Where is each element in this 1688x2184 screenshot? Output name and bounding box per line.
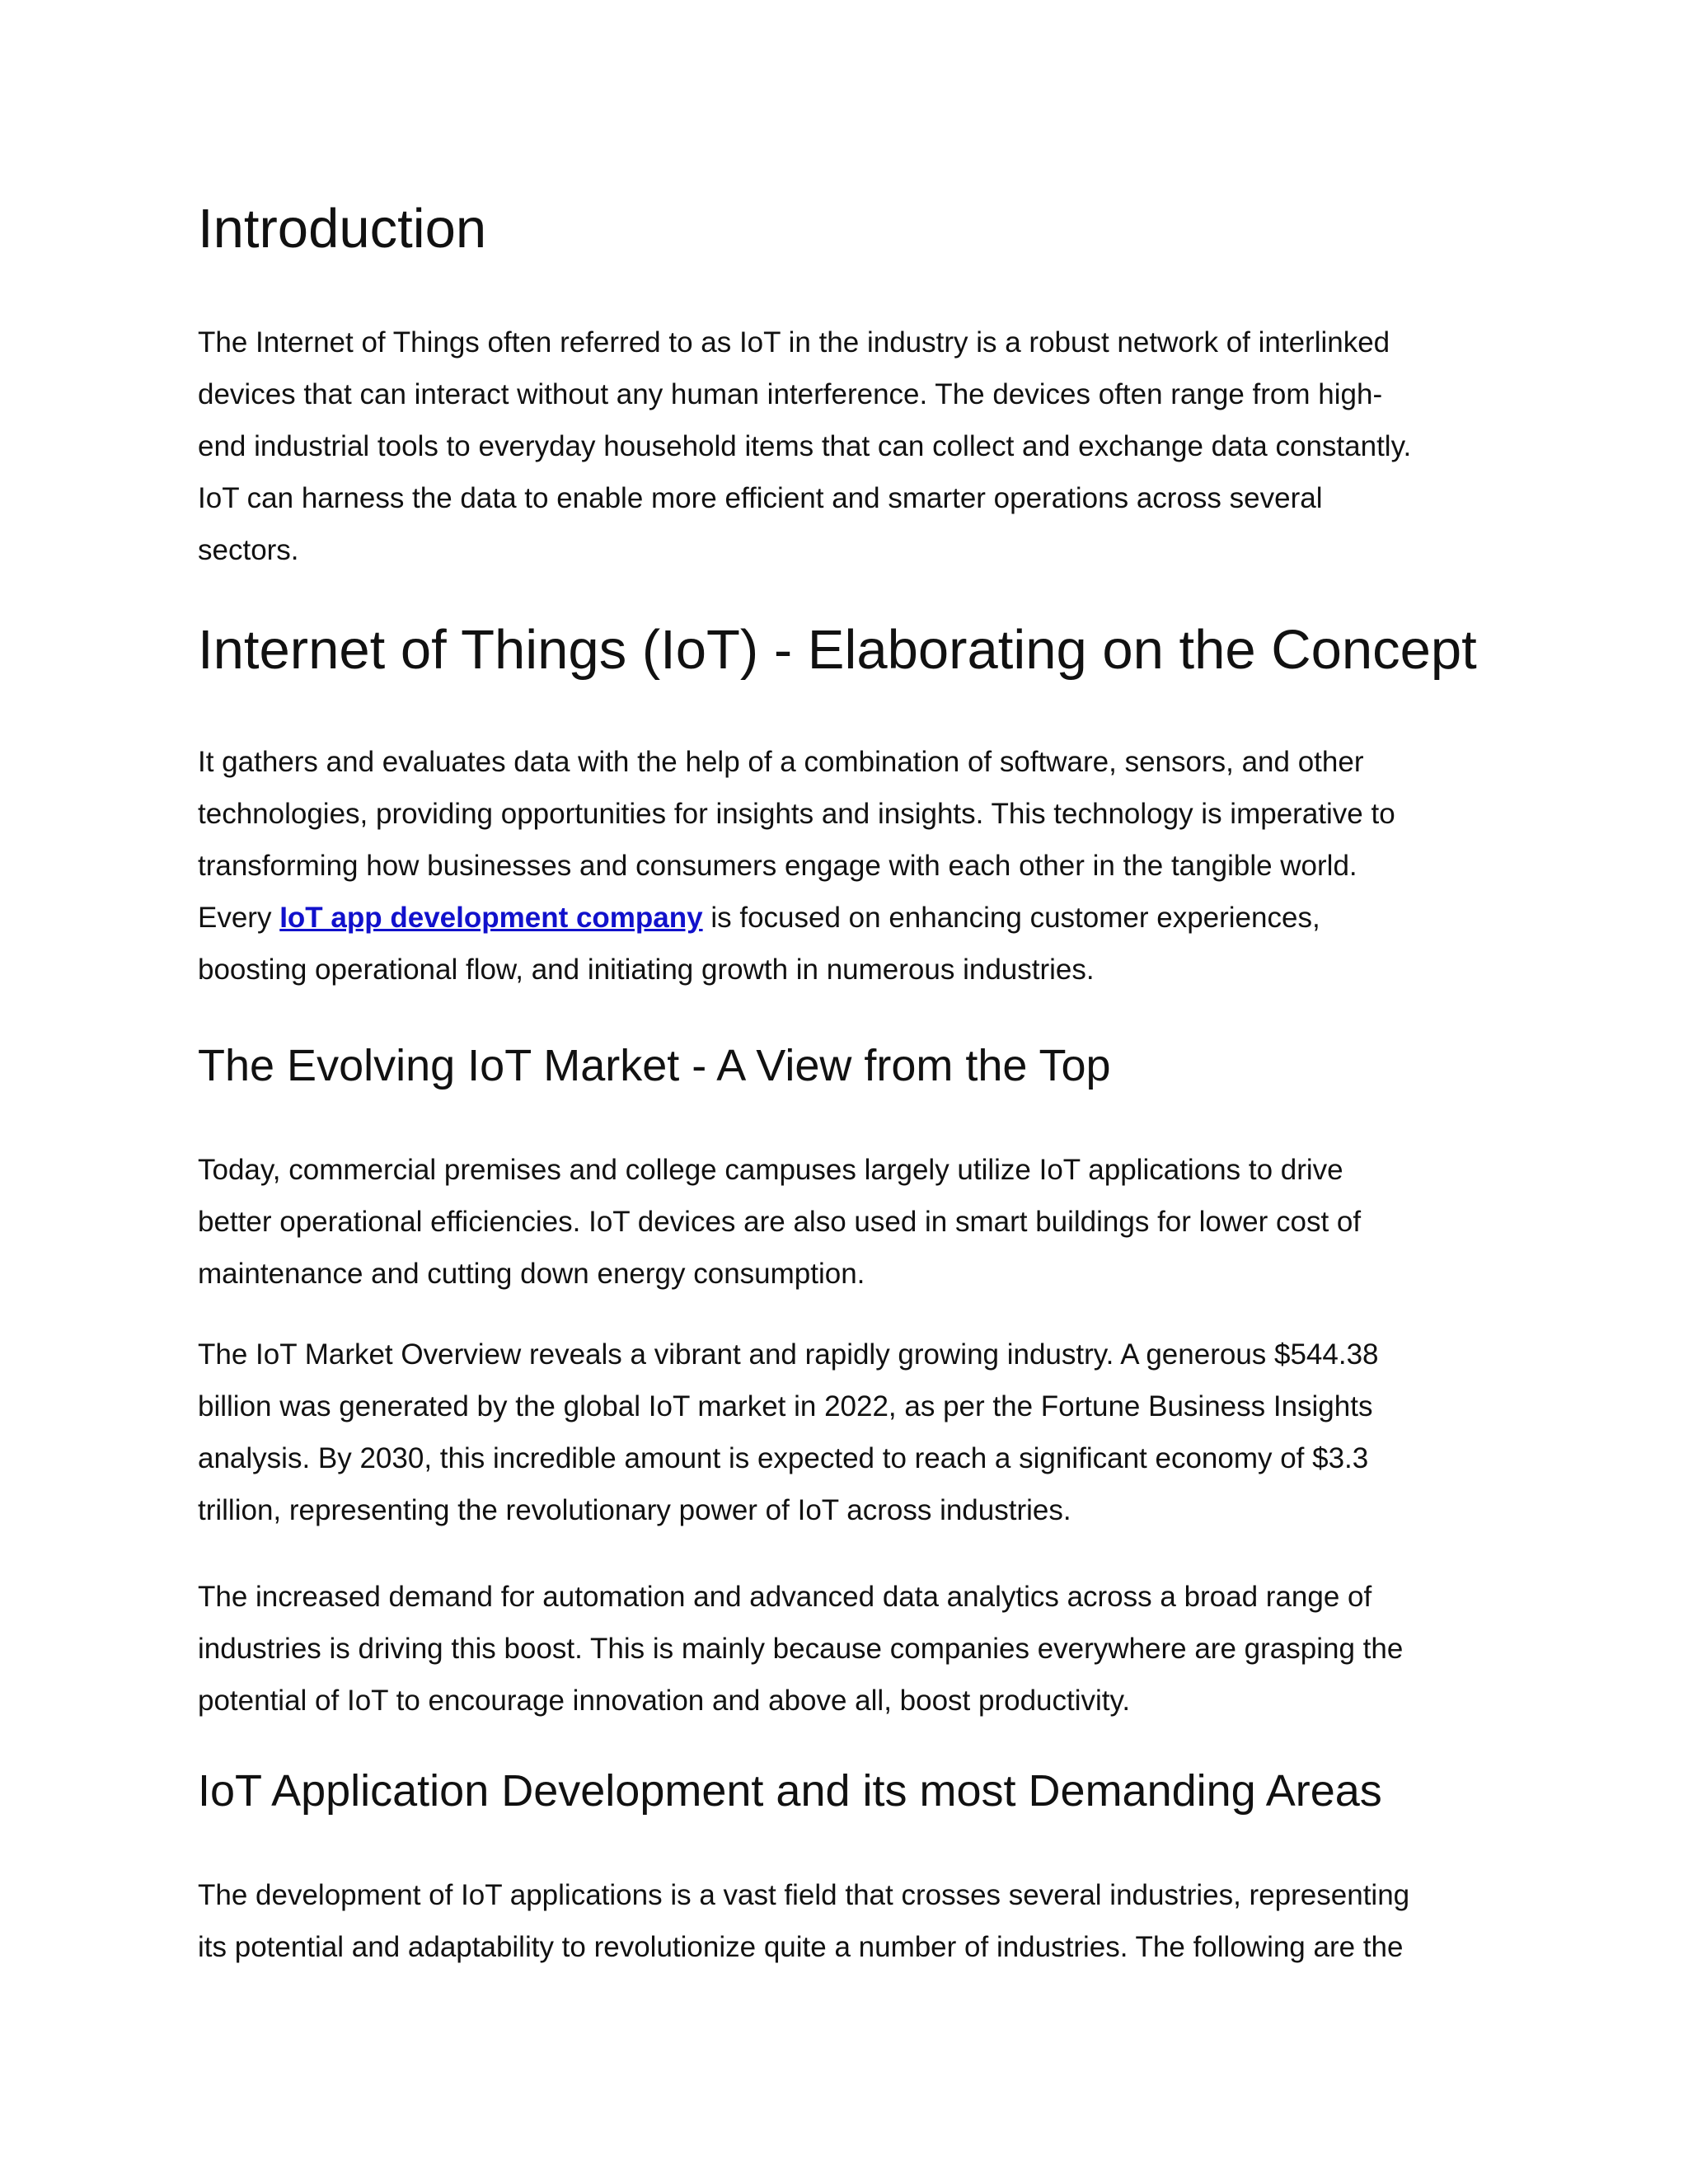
heading-introduction: Introduction <box>198 198 487 260</box>
heading-iot-application-development: IoT Application Development and its most Demanding Areas <box>198 1766 1382 1816</box>
text-line-with-link <box>198 892 1484 944</box>
text-line: The increased demand for automation and advanced data analytics across a broad range of <box>198 1581 1372 1613</box>
text-line: IoT can harness the data to enable more efficient and smarter operations across several <box>198 482 1323 514</box>
link-suffix-text: is focused on enhancing customer experiences, <box>702 902 1320 934</box>
text-line: industries is driving this boost. This is mainly because companies everywhere are grasping the <box>198 1633 1404 1665</box>
text-line: The IoT Market Overview reveals a vibrant and rapidly growing industry. A generous $544.38 <box>198 1338 1379 1371</box>
text-line: billion was generated by the global IoT market in 2022, as per the Fortune Business Insights <box>198 1390 1373 1422</box>
text-line: trillion, representing the revolutionary power of IoT across industries. <box>198 1494 1071 1526</box>
text-line: devices that can interact without any human interference. The devices often range from high- <box>198 378 1383 410</box>
iot-app-development-company-link[interactable]: IoT app development company <box>279 902 703 934</box>
text-line: its potential and adaptability to revolutionize quite a number of industries. The following are the <box>198 1931 1404 1963</box>
text-line: The Internet of Things often referred to as IoT in the industry is a robust network of interlinked <box>198 326 1390 359</box>
paragraph-iot-concept <box>198 736 1484 996</box>
heading-iot-concept: Internet of Things (IoT) - Elaborating on the Concept <box>198 619 1477 681</box>
paragraph-market-today <box>198 1144 1484 1300</box>
text-line: Today, commercial premises and college campuses largely utilize IoT applications to drive <box>198 1154 1343 1186</box>
text-line: maintenance and cutting down energy consumption. <box>198 1258 865 1290</box>
paragraph-market-demand <box>198 1571 1484 1727</box>
text-line: better operational efficiencies. IoT devices are also used in smart buildings for lower cost of <box>198 1206 1362 1238</box>
text-line: analysis. By 2030, this incredible amount is expected to reach a significant economy of $3.3 <box>198 1442 1369 1474</box>
text-line: It gathers and evaluates data with the help of a combination of software, sensors, and other <box>198 746 1364 778</box>
text-line: end industrial tools to everyday household items that can collect and exchange data constantly. <box>198 430 1412 462</box>
paragraph-market-overview <box>198 1329 1484 1536</box>
text-line: technologies, providing opportunities for insights and insights. This technology is imperative to <box>198 798 1395 830</box>
text-line: The development of IoT applications is a vast field that crosses several industries, representing <box>198 1879 1410 1911</box>
heading-evolving-iot-market: The Evolving IoT Market - A View from the Top <box>198 1041 1111 1090</box>
text-line: boosting operational flow, and initiating growth in numerous industries. <box>198 954 1095 986</box>
link-prefix-text: Every <box>198 902 280 934</box>
text-line: potential of IoT to encourage innovation and above all, boost productivity. <box>198 1685 1131 1717</box>
text-line: transforming how businesses and consumers engage with each other in the tangible world. <box>198 850 1357 882</box>
paragraph-introduction <box>198 316 1484 576</box>
paragraph-iot-application-development <box>198 1869 1484 1973</box>
text-line: sectors. <box>198 534 299 566</box>
